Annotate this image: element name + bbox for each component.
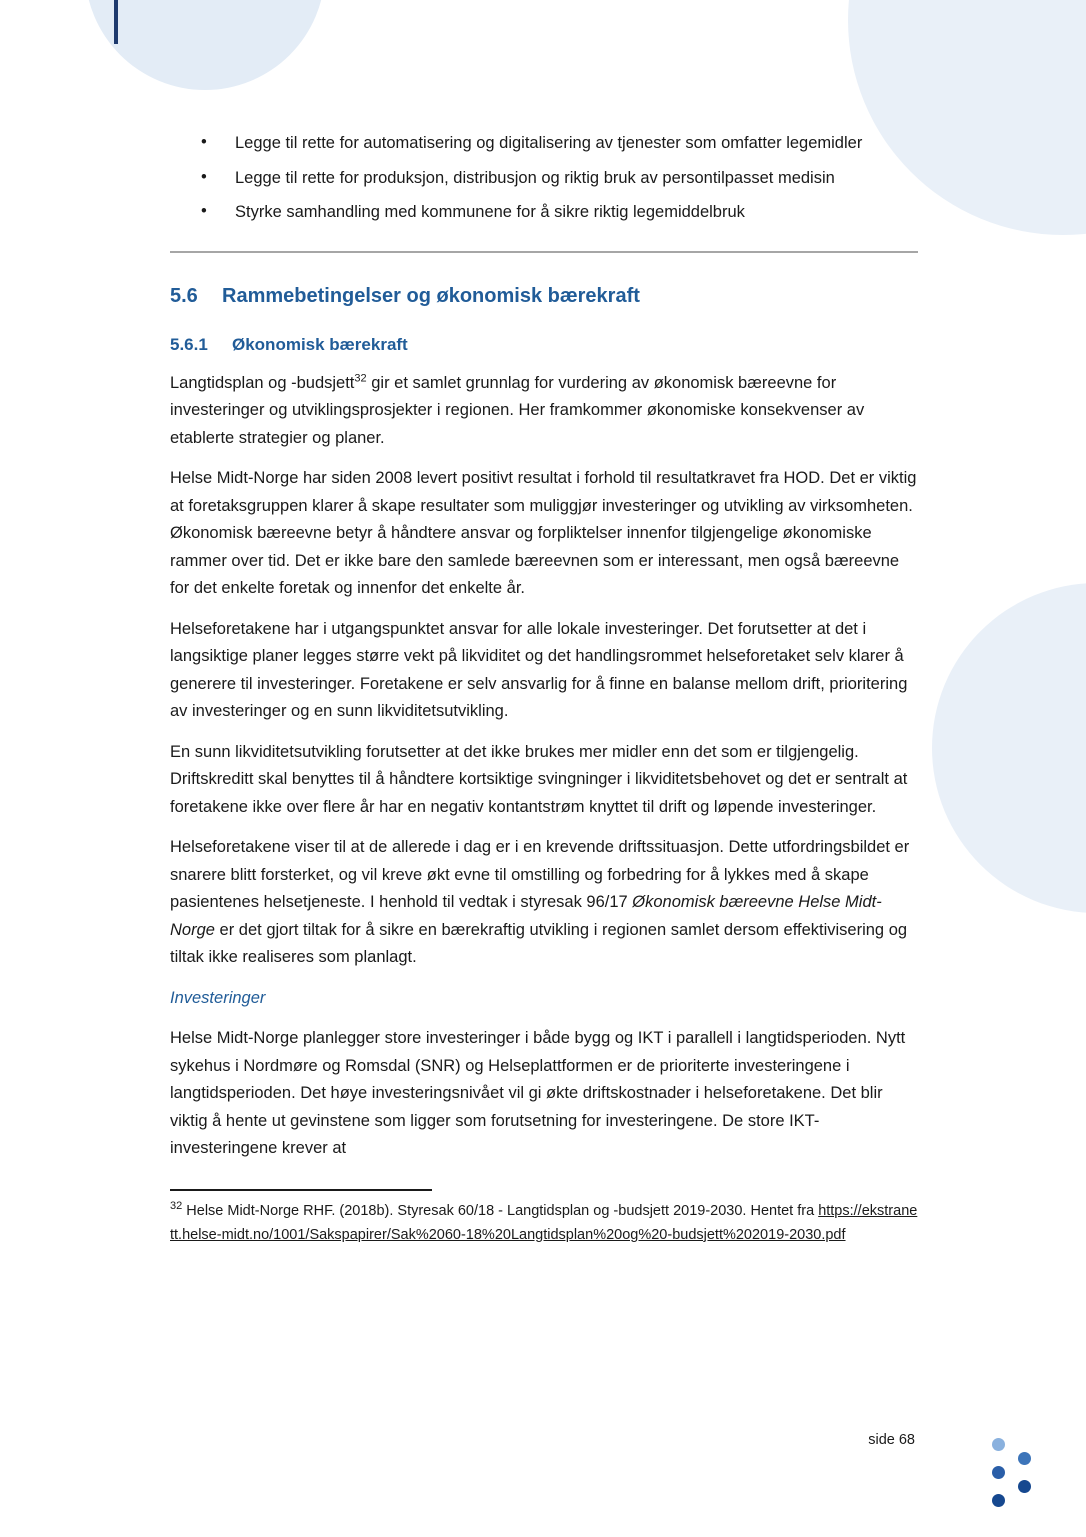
subsection-number: 5.6.1: [170, 334, 208, 354]
paragraph-italic-text: Økonomisk bæreevne Helse Midt-Norge: [170, 893, 882, 939]
logo-dot: [992, 1494, 1005, 1507]
paragraph-text: Helseforetakene viser til at de allerede i dag er i en krevende driftssituasjon. Dette utfordringsbildet er snarere blitt forsterket, og vil kreve økt evne til omstilling og forbedring for å lykkes med å skape pasientenes helsetjeneste. I henhold til vedtak i styresak 96/17: [170, 838, 910, 911]
paragraph-text: gir et samlet grunnlag for vurdering av økonomisk bæreevne for investeringer og utviklingsprosjekter i regionen. Her framkommer økonomiske konsekvenser av etablerte strategier og planer.: [170, 373, 865, 447]
investeringer-heading: Investeringer: [170, 988, 266, 1007]
logo-dot: [1018, 1452, 1031, 1465]
list-item-text: Legge til rette for automatisering og digitalisering av tjenester som omfatter legemidler: [235, 134, 863, 152]
decor-circle-top-left: [85, 0, 325, 90]
bullet-icon: •: [201, 167, 207, 186]
list-item: [170, 165, 918, 193]
paragraph: Helseforetakene har i utgangspunktet ansvar for alle lokale investeringer. Det forutsetter at det i langsiktige planer legges større vekt på likviditet og det handlingsrommet helseforetaket selv klarer å generere til investeringer. Foretakene er selv ansvarlig for å finne en balanse mellom drift, prioritering av investeringer og en sunn likviditetsutvikling.: [170, 619, 908, 720]
dots-logo-icon: [990, 1438, 1040, 1518]
footnote-area: [170, 1189, 918, 1247]
footnote-reference: 32: [354, 372, 367, 384]
section-heading: [170, 283, 918, 309]
list-item-text: Styrke samhandling med kommunene for å sikre riktig legemiddelbruk: [235, 203, 745, 221]
logo-dot: [1018, 1480, 1031, 1493]
paragraph: Helse Midt-Norge planlegger store investeringer i både bygg og IKT i parallell i langtidsperioden. Nytt sykehus i Nordmøre og Romsdal (SNR) og Helseplattformen er de prioriterte investeringene i langtidsperioden. Det høye investeringsnivået vil gi økte driftskostnader i helseforetakene. Det blir viktig å hente ut gevinstene som ligger som forutsetning for investeringene. De store IKT-investeringene krever at: [170, 1029, 906, 1157]
bullet-icon: •: [201, 133, 207, 151]
paragraph: En sunn likviditetsutvikling forutsetter at det ikke brukes mer midler enn det som er tilgjengelig. Driftskreditt skal benyttes til å håndtere kortsiktige svingninger i likviditetsbehovet og det er sentralt at foretakene ikke over flere år har en negativ kontantstrøm knyttet til drift og løpende investeringer.: [170, 742, 908, 816]
list-item-text: Legge til rette for produksjon, distribusjon og riktig bruk av persontilpasset medisin: [235, 168, 835, 187]
footnote-divider: [170, 1189, 432, 1191]
footnote-link[interactable]: https://ekstranett.helse-midt.no/1001/Sakspapirer/Sak%2060-18%20Langtidsplan%20og%20-budsjett%202019-2030.pdf: [170, 1202, 918, 1243]
footnote-text: Helse Midt-Norge RHF. (2018b). Styresak 60/18 - Langtidsplan og -budsjett 2019-2030. Hentet fra: [182, 1202, 819, 1219]
paragraph: [170, 370, 918, 453]
page-number: side 68: [868, 1432, 915, 1448]
decor-circle-middle-right: [932, 583, 1086, 913]
paragraph: Helse Midt-Norge har siden 2008 levert positivt resultat i forhold til resultatkravet fra HOD. Det er viktig at foretaksgruppen klarer å skape resultater som muliggjør investeringer og utvikling av virksomheten. Økonomisk bæreevne betyr å håndtere ansvar og forpliktelser innenfor tilgjengelige økonomiske rammer over tid. Det er ikke bare den samlede bæreevnen som er interessant, men også bæreevne for det enkelte foretak og innenfor det enkelte år.: [170, 469, 917, 597]
list-item: [170, 130, 918, 158]
footnote-item: [170, 1199, 918, 1247]
logo-dot: [992, 1466, 1005, 1479]
list-item: [170, 199, 918, 227]
paragraph: [170, 834, 918, 972]
section-title: Rammebetingelser og økonomisk bærekraft: [222, 284, 640, 307]
paragraph-text: Langtidsplan og -budsjett: [170, 373, 355, 392]
page-edge-mark: [114, 0, 118, 44]
bullet-icon: •: [201, 202, 207, 220]
footnote-number: 32: [170, 1199, 183, 1212]
logo-dot: [992, 1438, 1005, 1451]
section-divider: [170, 251, 918, 253]
subsection-title: Økonomisk bærekraft: [232, 334, 408, 354]
paragraph-text: er det gjort tiltak for å sikre en bærekraftig utvikling i regionen samlet dersom effektivisering og tiltak ikke realiseres som planlagt.: [170, 920, 908, 966]
section-number: 5.6: [170, 284, 198, 307]
page-content: [170, 130, 918, 1247]
subsection-heading: [170, 333, 918, 357]
bullet-list: [170, 130, 918, 227]
